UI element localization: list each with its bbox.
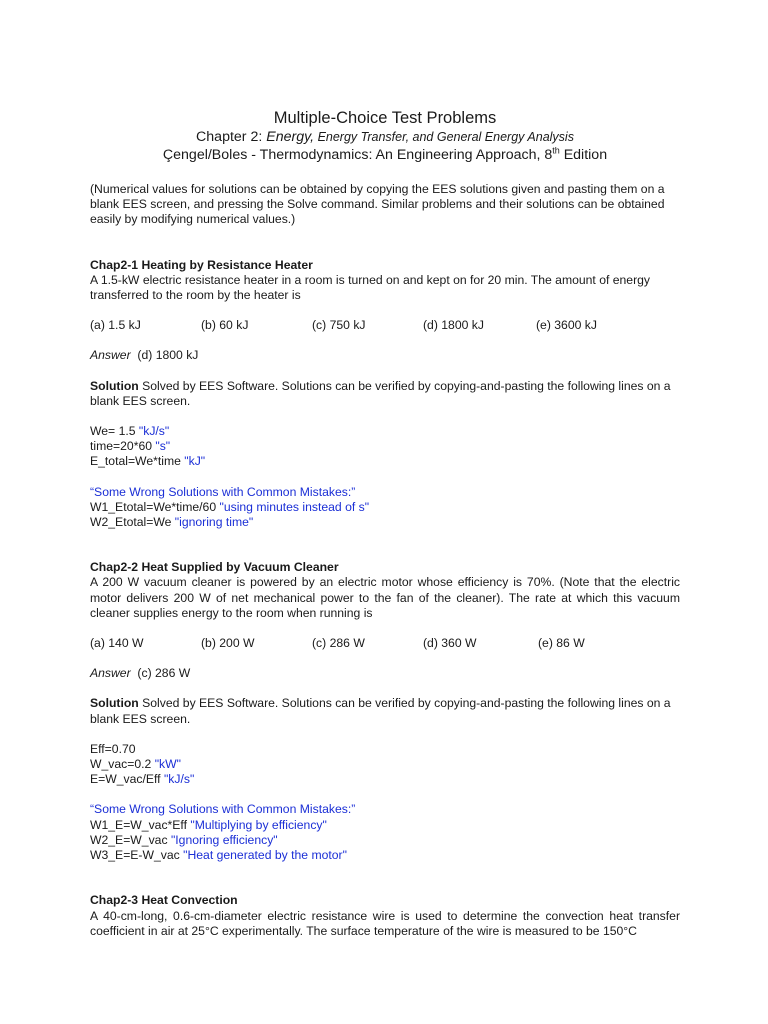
book-title: Çengel/Boles - Thermodynamics: An Engineering Approach, 8 <box>162 147 553 163</box>
answer-value: (c) 286 W <box>137 666 191 681</box>
answer-value: (d) 1800 kJ <box>137 348 199 363</box>
solution-text: Solved by EES Software. Solutions can be verified by copying-and-pasting the following lines on a blank EES screen. <box>90 696 671 726</box>
wrong-solutions <box>90 485 680 531</box>
code-line <box>90 848 680 863</box>
choice-e: (e) 3600 kJ <box>536 318 597 333</box>
solution-paragraph <box>90 696 680 726</box>
choice-e: (e) 86 W <box>538 636 585 651</box>
code-line <box>90 515 680 530</box>
code-block <box>90 742 680 788</box>
answer-line <box>90 666 680 681</box>
chapter-energy: Energy, <box>266 129 315 145</box>
code-expr: We= 1.5 <box>90 424 139 439</box>
code-line <box>90 424 680 439</box>
code-expr: W2_E=W_vac <box>90 832 171 847</box>
chapter-prefix: Chapter 2: <box>196 129 267 145</box>
code-expr: W2_Etotal=We <box>90 515 175 530</box>
code-line <box>90 833 680 848</box>
choice-b: (b) 60 kJ <box>201 318 249 333</box>
solution-label: Solution <box>90 696 139 711</box>
code-line <box>90 757 680 772</box>
code-comment: "kJ" <box>184 454 206 469</box>
code-expr: W_vac=0.2 <box>90 757 155 772</box>
code-expr: time=20*60 <box>90 439 156 454</box>
code-line <box>90 742 680 757</box>
choice-c: (c) 750 kJ <box>312 318 366 333</box>
code-comment: "Multiplying by efficiency" <box>190 817 327 832</box>
code-line <box>90 500 680 515</box>
code-comment: "Heat generated by the motor" <box>183 848 347 863</box>
code-expr: W3_E=E-W_vac <box>90 848 184 863</box>
code-expr: W1_Etotal=We*time/60 <box>90 499 220 514</box>
problem-3 <box>90 893 680 939</box>
solution-label: Solution <box>90 378 139 393</box>
book-sup: th <box>552 145 560 156</box>
problem-text: A 40-cm-long, 0.6-cm-diameter electric resistance wire is used to determine the convection heat transfer coefficient in air at 25°C experimentally. The surface temperature of the wire is measured to be 150°C <box>90 908 680 938</box>
choice-c: (c) 286 W <box>312 636 365 651</box>
code-comment: "s" <box>155 439 171 454</box>
code-expr: E=W_vac/Eff <box>90 772 164 787</box>
code-expr: E_total=We*time <box>90 454 185 469</box>
chapter-line <box>90 128 680 146</box>
choice-a: (a) 1.5 kJ <box>90 318 141 333</box>
document-page <box>90 108 680 939</box>
choice-list <box>90 318 680 333</box>
solution-text: Solved by EES Software. Solutions can be verified by copying-and-pasting the following lines on a blank EES screen. <box>90 378 671 408</box>
answer-line <box>90 348 680 363</box>
choice-a: (a) 140 W <box>90 636 144 651</box>
code-comment: "kW" <box>154 757 181 772</box>
document-header <box>90 108 680 164</box>
problem-text: A 1.5-kW electric resistance heater in a room is turned on and kept on for 20 min. The amount of energy transferred to the room by the heater is <box>90 272 651 303</box>
problem-heading: Chap2-3 Heat Convection <box>90 893 238 908</box>
problem-heading: Chap2-1 Heating by Resistance Heater <box>90 257 313 272</box>
code-expr: W1_E=W_vac*Eff <box>90 817 191 832</box>
chapter-rest: Energy Transfer, and General Energy Analysis <box>314 130 574 144</box>
problem-heading: Chap2-2 Heat Supplied by Vacuum Cleaner <box>90 560 339 575</box>
choice-d: (d) 1800 kJ <box>423 318 484 333</box>
code-block <box>90 424 680 470</box>
code-line <box>90 818 680 833</box>
answer-label: Answer <box>90 666 131 681</box>
wrong-solutions <box>90 802 680 863</box>
answer-label: Answer <box>90 348 131 363</box>
wrong-header: “Some Wrong Solutions with Common Mistakes:” <box>90 802 356 817</box>
page-title: Multiple-Choice Test Problems <box>273 109 497 127</box>
choice-list <box>90 636 680 651</box>
book-line <box>90 146 680 164</box>
code-line <box>90 439 680 454</box>
wrong-header: “Some Wrong Solutions with Common Mistakes:” <box>90 484 356 499</box>
code-comment: "using minutes instead of s" <box>219 499 370 514</box>
problem-text: A 200 W vacuum cleaner is powered by an electric motor whose efficiency is 70%. (Note that the electric motor delivers 200 W of net mechanical power to the fan of the cleaner). The rate at which this vacuum cleaner supplies energy to the room when running is <box>90 575 680 620</box>
problem-1 <box>90 258 680 531</box>
solution-paragraph <box>90 379 680 409</box>
choice-d: (d) 360 W <box>423 636 477 651</box>
code-comment: "kJ/s" <box>163 772 195 787</box>
choice-b: (b) 200 W <box>201 636 255 651</box>
code-line <box>90 772 680 787</box>
intro-paragraph: (Numerical values for solutions can be obtained by copying the EES solutions given and pasting them on a blank EES screen, and pressing the Solve command. Similar problems and their solutions can be obtained easily by modifying numerical values.) <box>90 182 665 227</box>
code-line <box>90 454 680 469</box>
code-comment: "kJ/s" <box>138 424 170 439</box>
code-expr: Eff=0.70 <box>90 741 136 756</box>
code-comment: "Ignoring efficiency" <box>170 832 278 847</box>
book-suffix: Edition <box>559 147 608 163</box>
problem-2 <box>90 560 680 863</box>
code-comment: "ignoring time" <box>174 515 254 530</box>
